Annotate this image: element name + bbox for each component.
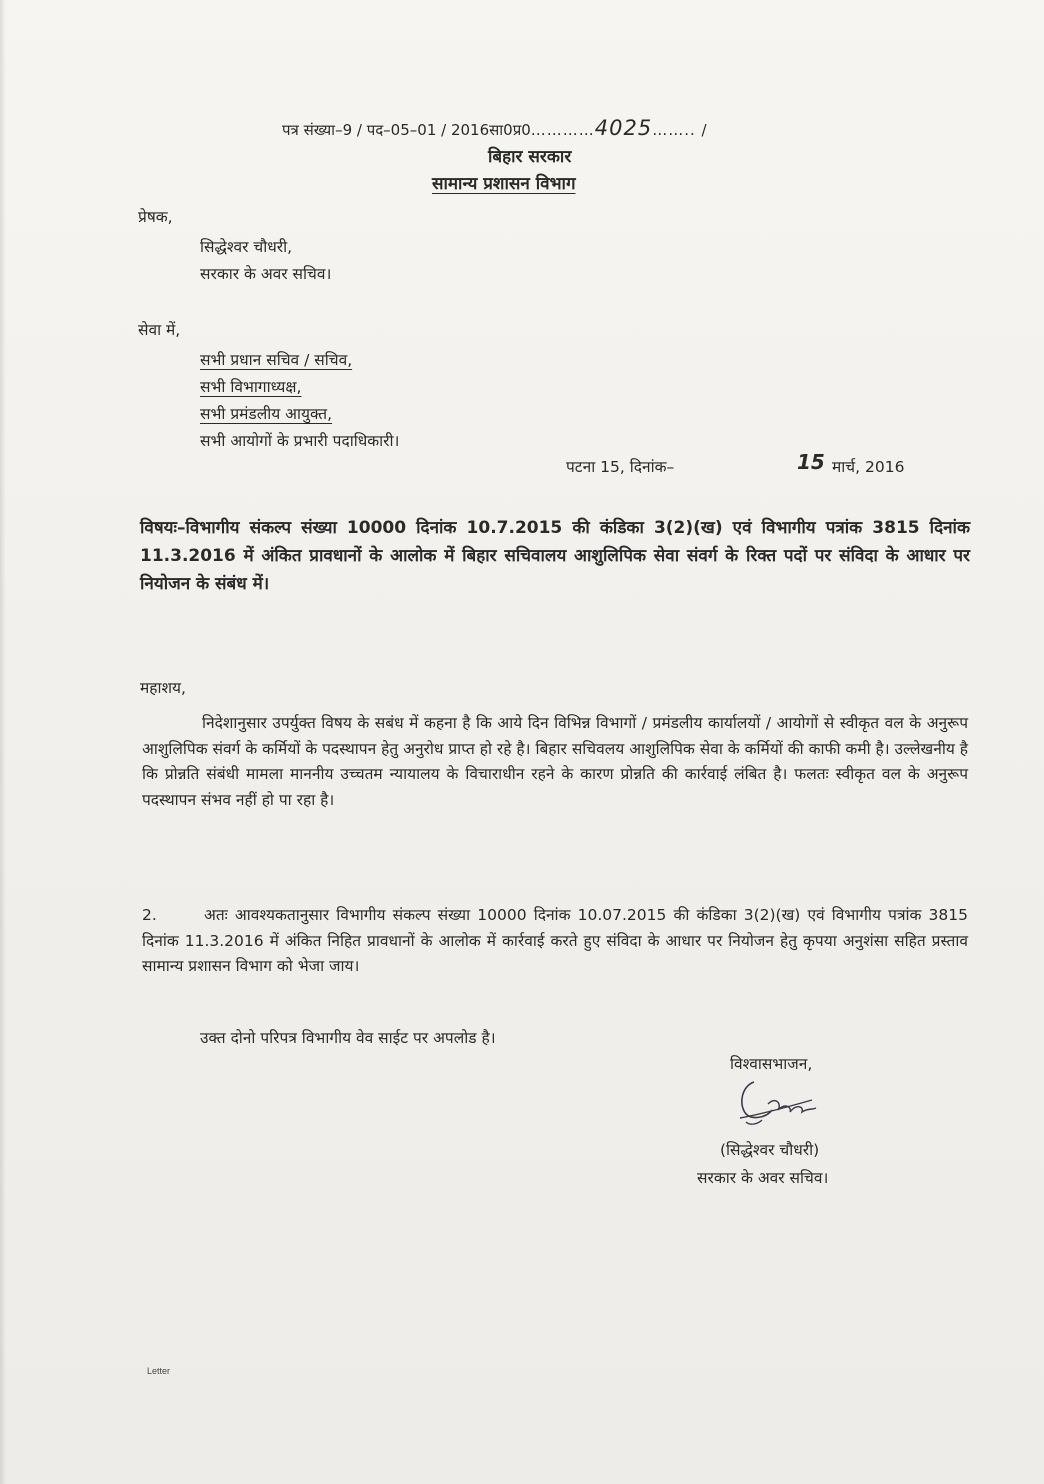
paragraph-2-text: अतः आवश्यकतानुसार विभागीय संकल्प संख्या 10000 दिनांक 10.07.2015 की कंडिका 3(2)(ख) एवं विभागीय पत्रांक 3815 दिनांक 11.3.2016 में अंकित निहित प्रावधानों के आलोक में कार्रवाई करते हुए संविदा के आधार पर नियोजन हेतु कृपया अनुशंसा सहित प्रस्ताव सामान्य प्रशासन विभाग को भेजा जाय। — [142, 906, 968, 975]
reference-dots-right: …….. / — [652, 121, 708, 139]
body-paragraph-3: उक्त दोनो परिपत्र विभागीय वेव साईट पर अपलोड है। — [200, 1029, 496, 1047]
reference-dots-left: ………… — [530, 121, 595, 139]
reference-prefix: पत्र संख्या–9 / पद–05–01 / 2016सा0प्र0 — [282, 121, 531, 139]
paragraph-number: 2. — [142, 906, 157, 924]
signature-image — [732, 1074, 820, 1130]
recipients-label: सेवा में, — [138, 321, 181, 339]
body-paragraph-1: निदेशानुसार उपर्युक्त विषय के सबंध में कहना है कि आये दिन विभिन्न विभागों / प्रमंडलीय कार्यालयों / आयोगों से स्वीकृत वल के अनुरूप आशुलिपिक संवर्ग के कर्मियों के पदस्थापन हेतु अनुरोध प्राप्त हो रहे है। बिहार सचिवलय आशुलिपिक सेवा के कर्मियों की काफी कमी है। उल्लेखनीय है कि प्रोन्नति संबंधी मामला माननीय उच्चतम न्यायालय के विचाराधीन रहने के कारण प्रोन्नति की कार्रवाई लंबित है। फलतः स्वीकृत वल के अनुरूप पदस्थापन संभव नहीं हो पा रहा है। — [142, 714, 968, 809]
closing-regards: विश्वासभाजन, — [730, 1055, 813, 1073]
sender-label: प्रेषक, — [138, 208, 173, 226]
government-heading: बिहार सरकार — [488, 147, 572, 167]
recipient-line: सभी प्रधान सचिव / सचिव, — [200, 351, 353, 369]
reference-number: 4025 — [594, 116, 653, 140]
signatory-name: (सिद्धेश्वर चौधरी) — [720, 1141, 820, 1159]
body-paragraph-2 — [142, 903, 968, 980]
department-heading: सामान्य प्रशासन विभाग — [432, 174, 576, 194]
subject-paragraph: विषयः–विभागीय संकल्प संख्या 10000 दिनांक 10.7.2015 की कंडिका 3(2)(ख) एवं विभागीय पत्रांक 3815 दिनांक 11.3.2016 में अंकित प्रावधानों के आलोक में बिहार सचिवालय आशुलिपिक सेवा संवर्ग के रिक्त पदों पर संविदा के आधार पर नियोजन के संबंध में। — [140, 518, 970, 594]
sender-designation: सरकार के अवर सचिव। — [200, 265, 332, 283]
salutation: महाशय, — [140, 679, 186, 697]
sender-name: सिद्धेश्वर चौधरी, — [200, 238, 293, 256]
footer-label: Letter — [147, 1366, 171, 1376]
recipient-line: सभी आयोगों के प्रभारी पदाधिकारी। — [200, 432, 400, 450]
recipient-line: सभी विभागाध्यक्ष, — [200, 378, 302, 396]
date-day-handwritten: 15 — [797, 450, 825, 474]
date-place-label: पटना 15, दिनांक– — [566, 458, 675, 476]
recipient-line: सभी प्रमंडलीय आयुक्त, — [200, 405, 333, 423]
scan-edge-shadow — [0, 0, 6, 1484]
date-month-year: मार्च, 2016 — [832, 458, 905, 476]
signatory-designation: सरकार के अवर सचिव। — [697, 1169, 829, 1187]
reference-line — [282, 116, 708, 140]
